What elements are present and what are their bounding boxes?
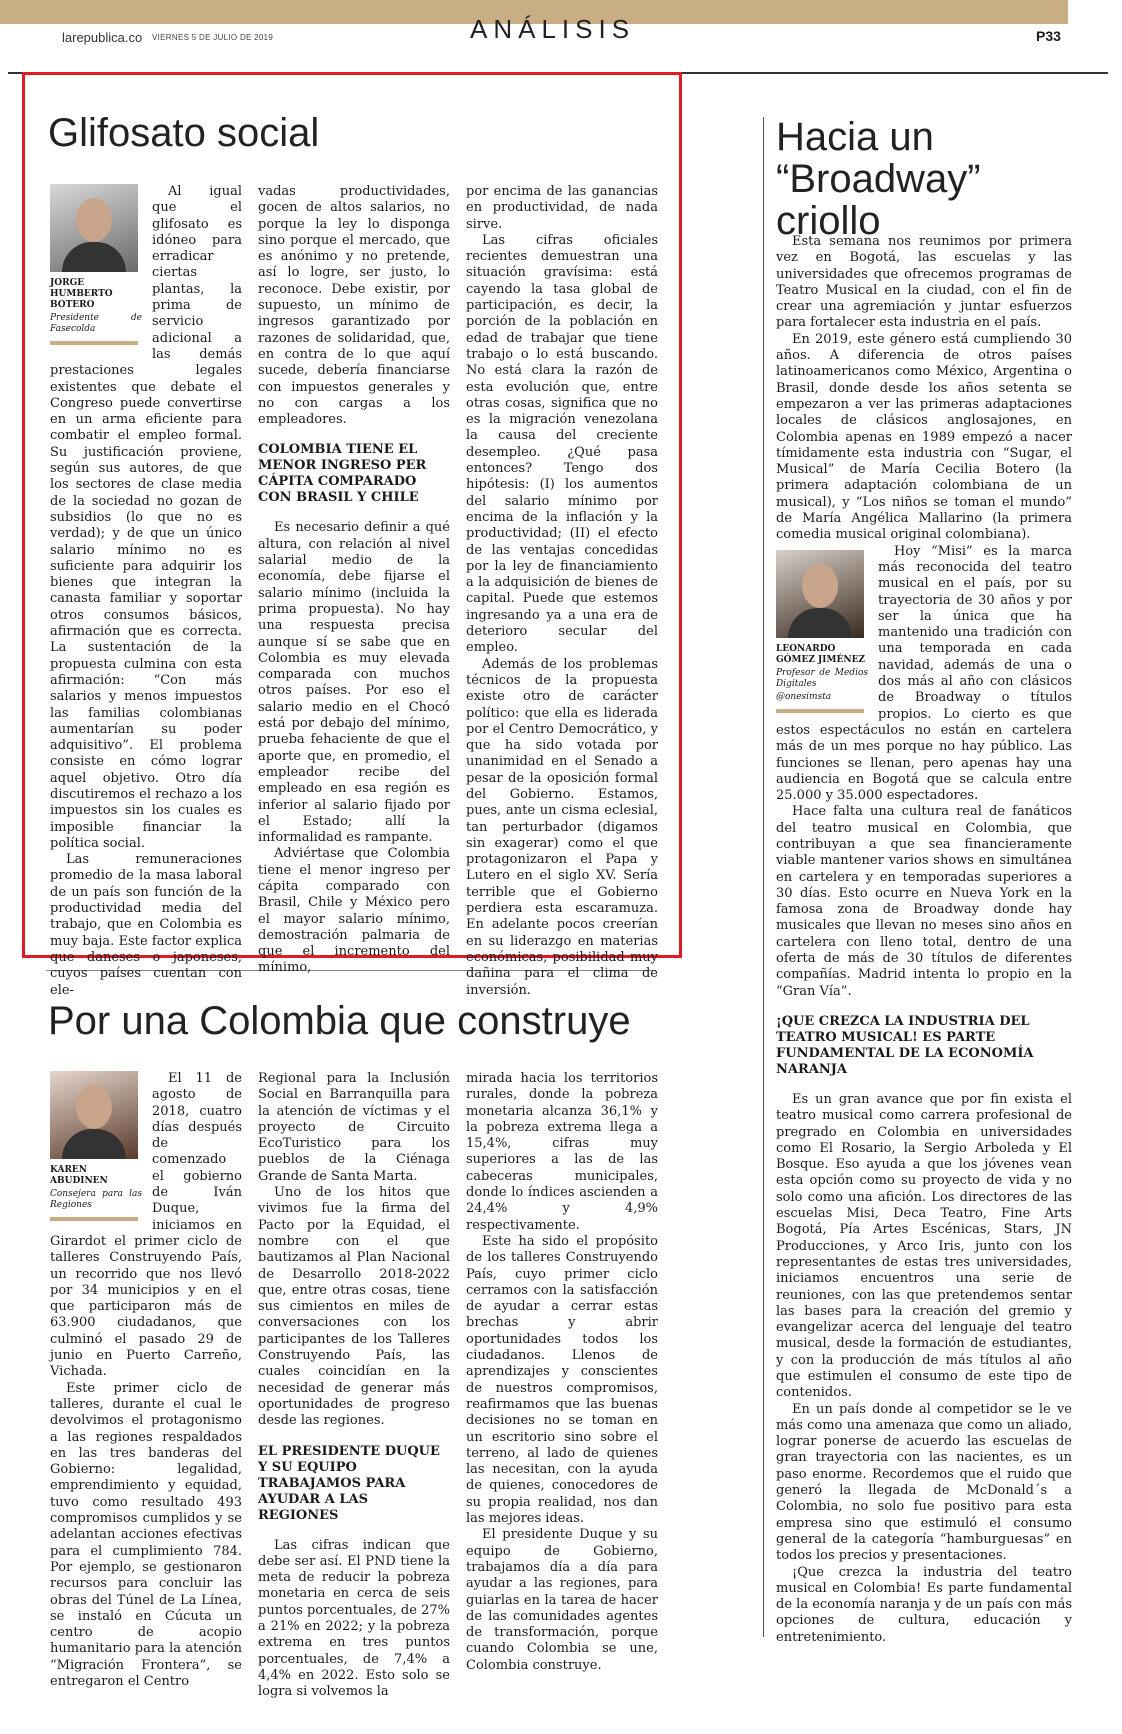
author-bar: [50, 1217, 138, 1221]
article3-column: [776, 234, 1072, 1646]
paragraph: En un país donde al competidor se le ve más como una amenaza que como un aliado, lograr ponerse de acuerdo las escuelas de gran trayectoria con las nacientes, es un paso enorme. Recordemos que el ruido que generó la llegada de McDonald´s a Colombia, no solo fue positivo para esta empresa sino que estimuló el consumo general de la categoría “hamburguesas” en todos los precios y presentaciones.: [776, 1401, 1072, 1564]
article2-author: [50, 1071, 142, 1221]
paragraph: Hoy “Misi” es la marca más reconocida del teatro musical en el país, por su trayectoria de 30 años y por ser la única que ha mantenido una tradición con una temporada en cada navidad, además de una o dos más al año con clásicos de Broadway o títulos propios. Lo cierto es que estos espectáculos no están en cartelera más de un mes porque no hay público. Las funciones se llenan, pero apenas hay una audiencia en Bogotá que se calcula entre 25.000 y 35.000 espectadores.: [776, 543, 1072, 804]
article2-subhead: EL PRESIDENTE DUQUE Y SU EQUIPO TRABAJAMOS PARA AYUDAR A LAS REGIONES: [258, 1443, 440, 1523]
author-bar: [50, 341, 138, 345]
author-name: KAREN ABUDINEN: [50, 1165, 108, 1186]
author-role: Profesor de Medios Digitales: [776, 667, 868, 689]
article2-column-1: [50, 1071, 242, 1690]
paragraph: En 2019, este género está cumpliendo 30 años. A diferencia de otros países latinoamericanos como México, Argentina o Brasil, donde desde los años setenta se empezaron a ver las primeras adaptaciones locales de clásicos anglosajones, en Colombia apenas en 1989 empezó a nacer tímidamente esta industria con “Sugar, el Musical” de María Cecilia Botero (la primera adaptación colombiana de un musical), y “Los niños se toman el mundo” de María Angélica Mallarino (la primera comedia musical original colombiana).: [776, 331, 1072, 543]
section-title: ANÁLISIS: [470, 14, 636, 44]
paragraph: ¡Que crezca la industria del teatro musical en Colombia! Es parte fundamental de la economía naranja y de un país con más opciones de cultura, educación y entretenimiento.: [776, 1564, 1072, 1645]
article1-column-2: [258, 184, 450, 977]
article1-author: [50, 184, 142, 345]
article1-subhead: COLOMBIA TIENE EL MENOR INGRESO PER CÁPITA COMPARADO CON BRASIL Y CHILE: [258, 442, 427, 506]
paragraph: El presidente Duque y su equipo de Gobierno, trabajamos día a día para ayudar a las regiones, para guiarlas en la tarea de hacer de las comunidades agentes de transformación, porque cuando Colombia se une, Colombia construye.: [466, 1527, 658, 1673]
paragraph: Regional para la Inclusión Social en Barranquilla para la atención de víctimas y el proyecto de Circuito EcoTuristico para los pueblos de la Ciénaga Grande de Santa Marta.: [258, 1071, 450, 1184]
article3-subhead: ¡QUE CREZCA LA INDUSTRIA DEL TEATRO MUSICAL! ES PARTE FUNDAMENTAL DE LA ECONOMÍA NARANJA: [776, 1013, 1034, 1077]
paragraph: Además de los problemas técnicos de la propuesta existe otro de carácter político: que ella es liderada por el Centro Democrático, y que ha sido votada por unanimidad en el Senado a pesar de la oposición formal del Gobierno. Estamos, pues, ante un cisma eclesial, tan perturbador (digamos sin exagerar) como el que protagonizaron el Papa y Lutero en el siglo XV. Sería terrible que el Gobierno perdiera esta escaramuza. En adelante pocos creerían en su liderazgo en materias económicas, posibilidad muy dañina para el clima de inversión.: [466, 656, 658, 998]
paragraph: Las remuneraciones promedio de la masa laboral de un país son función de la productividad media del trabajo, que en Colombia es muy baja. Este factor explica que daneses o japoneses, cuyos países cuentan con ele-: [50, 852, 242, 998]
paragraph: Este ha sido el propósito de los talleres Construyendo País, cuyo primer ciclo cerramos con la satisfacción de ayudar a cerrar estas brechas y abrir oportunidades todos los ciudadanos. Llenos de aprendizajes y conscientes de nuestros compromisos, reafirmamos que las buenas decisiones no se toman en un escritorio sino sobre el terreno, al lado de quienes las necesitan, con la ayuda de quienes, conocedores de su propia realidad, nos dan las mejores ideas.: [466, 1233, 658, 1527]
paragraph: vadas productividades, gocen de altos salarios, no porque la ley lo disponga sino porque el mercado, que es anónimo y no pretende, así lo logre, ser justo, lo reconoce. Debe existir, por supuesto, un mínimo de ingresos garantizado por razones de solidaridad, que, en contra de lo que aquí sucede, debería financiarse con impuestos generales y no con cargas a los empleadores.: [258, 184, 450, 428]
issue-date: VIERNES 5 DE JULIO DE 2019: [152, 33, 274, 42]
paragraph: Este primer ciclo de talleres, durante el cual le devolvimos el protagonismo a las regiones respaldados en las tres banderas del Gobierno: legalidad, emprendimiento y equidad, tuvo como resultado 493 compromisos cumplidos y se adelantan acciones efectivas para el cumplimiento 784. Por ejemplo, se gestionaron recursos para concluir las obras del Túnel de La Línea, se instaló en Cúcuta un centro de acopio humanitario para la atención “Migración Frontera”, se entregaron el Centro: [50, 1380, 242, 1689]
article2-title: Por una Colombia que construye: [48, 999, 631, 1043]
paragraph: Esta semana nos reunimos por primera vez en Bogotá, las escuelas y las universidades que ofrecemos programas de Teatro Musical en la ciudad, con el fin de crear una agremiación y juntar esfuerzos para fortalecer esta industria en el país.: [776, 234, 1072, 331]
paragraph: Es un gran avance que por fin exista el teatro musical como carrera profesional de pregrado en Colombia en universidades como El Rosario, la Sergio Arboleda y El Bosque. Eso ayuda a que los jóvenes vean esta opción como su proyecto de vida y no solo como una afición. Los directores de las escuelas Misi, Deca Teatro, Fine Arts Bogotá, Pía Artes Escénicas, Stars, JN Producciones, y Arco Iris, junto con los representantes de estas tres universidades, iniciamos encuentros una serie de reuniones, con las que pretendemos sentar las bases para la creación del gremio y evangelizar acerca del lenguaje del teatro musical, desde la formación de estudiantes, y con la producción de más títulos al año que estimulen el consumo de este tipo de contenidos.: [776, 1091, 1072, 1401]
paragraph: Adviértase que Colombia tiene el menor ingreso per cápita comparado con Brasil, Chile y México pero el mayor salario mínimo, demostración palmaria de que el incremento del mínimo,: [258, 846, 450, 976]
paragraph: Las cifras oficiales recientes demuestran una situación gravísima: está cayendo la tasa global de participación, es decir, la porción de la población en edad de trabajar que tiene trabajo o lo está buscando. No está clara la razón de esta evolución que, entre otras cosas, significa que no es la migración venezolana la causa del creciente desempleo. ¿Qué pasa entonces? Tengo dos hipótesis: (I) los aumentos del salario mínimo por encima de la inflación y la productividad; (II) el efecto de las ventajas concedidas por la ley de financiamiento a la adquisición de bienes de capital. Puede que estemos ingresando ya a una era de deterioro secular del empleo.: [466, 232, 658, 656]
article3-author: [776, 550, 868, 713]
author-handle: @onesimsta: [776, 691, 832, 702]
paragraph: Es necesario definir a qué altura, con relación al nivel salarial medio de la economía, debe fijarse el salario mínimo (incluida la prima propuesta). No hay una respuesta precisa aunque sí se sabe que en Colombia es muy elevada comparada con muchos otros países. Por eso el salario medio en el Chocó está por debajo del mínimo, prueba fehaciente de que el aporte que, en promedio, el empleador recibe del empleado en esa región es inferior al salario fijado por el Estado; allí la informalidad es rampante.: [258, 520, 450, 846]
author-role: Presidente de Fasecolda: [50, 313, 142, 334]
author-photo: [776, 550, 864, 638]
author-name: LEONARDO GÓMEZ JIMÉNEZ: [776, 643, 865, 665]
paragraph: Al igual que el glifosato es idóneo para erradicar ciertas plantas, la prima de servicio adicional a las demás prestaciones legales existentes que debate el Congreso puede convertirse en un arma eficiente para combatir el empleo formal. Su justificación proviene, según sus autores, de que los sectores de clase media de la sociedad no gozan de subsidios (lo que no es verdad); y de que un único salario mínimo no es suficiente para adquirir los bienes que integran la canasta familiar y soportar otros consumos básicos, afirmación que es correcta. La sustentación de la propuesta culmina con esta afirmación: “Con más salarios y menos impuestos las familias colombianas aumentarían su poder adquisitivo”. El problema consiste en cómo lograr aquel objetivo. Otro día discutiremos el rechazo a los impuestos sin los cuales es imposible financiar la política social.: [50, 184, 242, 851]
author-photo: [50, 1071, 138, 1159]
paragraph: Uno de los hitos que vivimos fue la firma del Pacto por la Equidad, el nombre con el que bautizamos al Plan Nacional de Desarrollo 2018-2022 que, entre otras cosas, tiene sus cimientos en miles de conversaciones con los participantes de los Talleres Construyendo País, las cuales coincidían en la necesidad de generar más oportunidades de progreso desde las regiones.: [258, 1185, 450, 1429]
article1-column-1: [50, 184, 242, 999]
article2-column-2: [258, 1071, 450, 1701]
column-divider: [763, 117, 764, 1637]
paragraph: Las cifras indican que debe ser así. El PND tiene la meta de reducir la pobreza monetaria en cerca de seis puntos porcentuales, de 27% a 21% en 2022; y la pobreza extrema en tres puntos porcentuales, de 7,4% a 4,4% en 2022. Esto solo se logra si volvemos la: [258, 1537, 450, 1700]
paragraph: Hace falta una cultura real de fanáticos del teatro musical en Colombia, que contribuyan a que sea financieramente viable mantener varios shows en simultánea en cartelera y en temporadas superiores a 30 días. Esto ocurre en Nueva York en la famosa zona de Broadway donde hay musicales que llevan no meses sino años en cartelera con lleno total, dentro de una oferta de más de 30 títulos de diferentes compañías. Madrid intenta lo propio en la “Gran Vía”.: [776, 804, 1072, 999]
author-bar: [776, 709, 864, 713]
author-name: JORGE HUMBERTO BOTERO: [50, 278, 113, 310]
paragraph: El 11 de agosto de 2018, cuatro días después de comenzado el gobierno de Iván Duque, iniciamos en Girardot el primer ciclo de talleres Construyendo País, un recorrido que nos llevó por 34 municipios y en el que participaron más de 63.900 ciudadanos, que culminó el pasado 29 de junio en Puerto Carreño, Vichada.: [50, 1071, 242, 1380]
site-name: larepublica.co: [62, 30, 143, 45]
article2-column-3: [466, 1071, 658, 1674]
article1-title: Glifosato social: [48, 111, 320, 155]
paragraph: mirada hacia los territorios rurales, donde la pobreza monetaria alcanza 36,1% y la pobreza extrema llega a 15,4%, cifras muy superiores a las de las cabeceras municipales, donde lo índices ascienden a 24,4% y 4,9% respectivamente.: [466, 1071, 658, 1233]
article1-column-3: [466, 184, 658, 999]
author-role: Consejera para las Regiones: [50, 1189, 142, 1210]
article3-title: Hacia un “Broadway” criollo: [776, 115, 981, 243]
paragraph: por encima de las ganancias en productividad, de nada sirve.: [466, 184, 658, 232]
page-number: P33: [1036, 28, 1061, 44]
author-photo: [50, 184, 138, 272]
